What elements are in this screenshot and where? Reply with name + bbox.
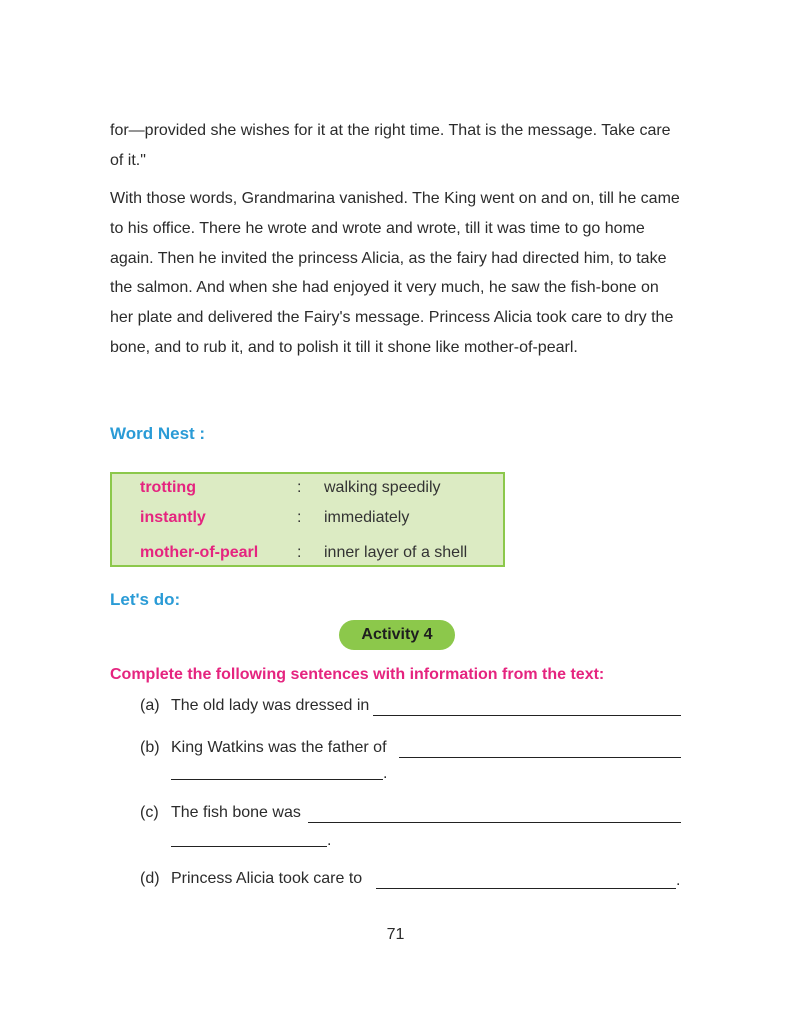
story-paragraph-2: With those words, Grandmarina vanished. The King went on and on, till he came to his office. There he wrote and wrote and wrote, till it was time to go home again. Then he invited the princess Alicia, as the fairy had directed him, to take the salmon. And when she had enjoyed it very much, he saw the fish-bone on her plate and delivered the Fairy's message. Princess Alicia took care to dry the bone, and to rub it, and to polish it till it shone like mother-of-pearl.: [110, 190, 680, 356]
answer-blank[interactable]: [399, 757, 681, 758]
period-mark: .: [676, 872, 681, 889]
question-text: The fish bone was: [171, 804, 301, 821]
word-meaning: walking speedily: [324, 479, 441, 496]
word-term: mother-of-pearl: [140, 544, 259, 561]
question-text: King Watkins was the father of: [171, 739, 387, 756]
question-label: (d): [140, 870, 160, 887]
question-text: Princess Alicia took care to: [171, 870, 363, 887]
story-paragraph-1: for—provided she wishes for it at the right time. That is the message. Take care of it.": [110, 122, 671, 169]
answer-blank[interactable]: [171, 846, 327, 847]
period-mark: .: [327, 832, 332, 849]
word-term: trotting: [140, 479, 196, 496]
question-label: (c): [140, 804, 159, 821]
word-term: instantly: [140, 509, 206, 526]
word-separator: :: [297, 479, 302, 496]
activity-label: Activity 4: [361, 626, 433, 643]
word-entry: [112, 544, 503, 568]
word-separator: :: [297, 509, 302, 526]
page-number: 71: [386, 926, 405, 943]
word-meaning: immediately: [324, 509, 410, 526]
answer-blank[interactable]: [171, 779, 383, 780]
word-nest-heading: Word Nest :: [110, 424, 206, 443]
question-label: (b): [140, 739, 160, 756]
question-label: (a): [140, 697, 160, 714]
word-entry: [112, 509, 503, 533]
word-entry: [112, 479, 503, 503]
lets-do-heading: Let's do:: [110, 590, 181, 609]
period-mark: .: [383, 765, 388, 782]
word-nest-box: [110, 472, 505, 567]
answer-blank[interactable]: [376, 888, 676, 889]
activity-badge: [339, 620, 455, 650]
answer-blank[interactable]: [308, 822, 681, 823]
word-separator: :: [297, 544, 302, 561]
activity-instruction: Complete the following sentences with information from the text:: [110, 666, 605, 683]
question-text: The old lady was dressed in: [171, 697, 370, 714]
word-meaning: inner layer of a shell: [324, 544, 468, 561]
answer-blank[interactable]: [373, 715, 681, 716]
